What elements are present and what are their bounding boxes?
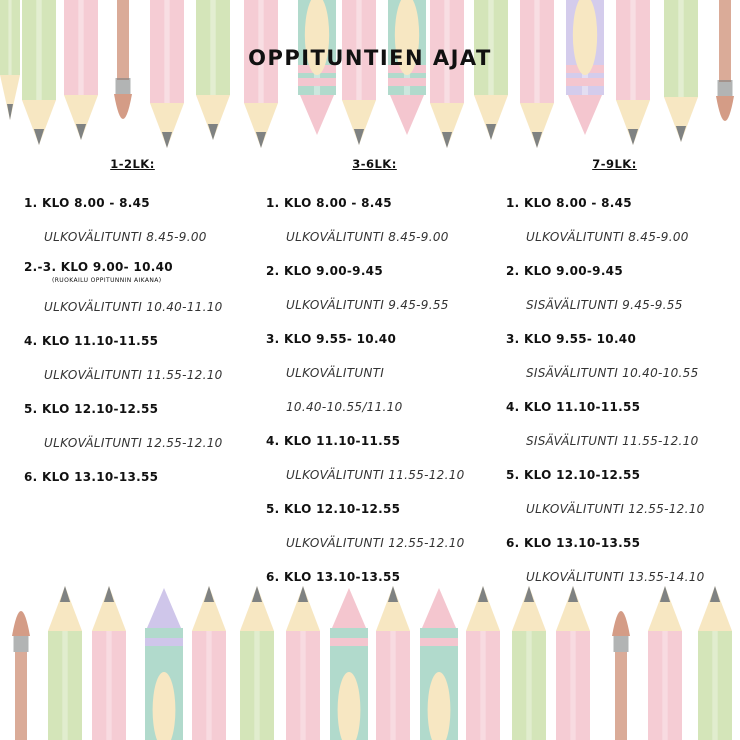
lesson-time: [20, 392, 255, 426]
column-heading: 3-6LK:: [352, 157, 397, 171]
lesson-time: [262, 322, 497, 356]
lesson-label: 6. KLO 13.10-13.55: [266, 570, 401, 584]
lesson-time: [262, 424, 497, 458]
lesson-time: [262, 186, 497, 220]
lesson-time: [262, 492, 497, 526]
lesson-label: 5. KLO 12.10-12.55: [24, 402, 159, 416]
break-label: ULKOVÄLITUNTI 8.45-9.00: [526, 230, 689, 244]
pencil-icon: [616, 0, 650, 145]
pencil-icon: [240, 586, 274, 740]
pencil-icon: [664, 0, 698, 142]
break-time: [262, 220, 497, 254]
break-time: [262, 526, 497, 560]
pencil-icon: [512, 586, 546, 740]
pencil-icon: [48, 586, 82, 740]
page-title: OPPITUNTIEN AJAT: [248, 46, 492, 70]
lesson-label: 4. KLO 11.10-11.55: [24, 334, 159, 348]
break-time: [20, 290, 255, 324]
pencil-icon: [286, 586, 320, 740]
break-time: [262, 458, 497, 492]
break-time: [502, 288, 737, 322]
break-label: ULKOVÄLITUNTI 13.55-14.10: [526, 570, 705, 584]
break-label: ULKOVÄLITUNTI 9.45-9.55: [286, 298, 449, 312]
break-time: [262, 288, 497, 322]
pencil-icon: [520, 0, 554, 148]
lesson-label: 1. KLO 8.00 - 8.45: [24, 196, 150, 210]
lesson-time: [502, 458, 737, 492]
pencil-icon: [22, 0, 56, 145]
crayon-icon: [330, 588, 368, 740]
pencil-icon: [150, 0, 184, 148]
pencils-top-border: [0, 0, 740, 150]
pencil-icon: [376, 586, 410, 740]
break-time: [20, 358, 255, 392]
lesson-time: [502, 390, 737, 424]
break-time: [502, 560, 737, 594]
break-label: ULKOVÄLITUNTI 12.55-12.10: [286, 536, 465, 550]
lesson-time: [20, 254, 255, 290]
lesson-note: (RUOKAILU OPPITUNNIN AIKANA): [52, 277, 162, 284]
lesson-time: [20, 186, 255, 220]
column-1-2lk: [20, 157, 255, 494]
break-time: [502, 220, 737, 254]
lesson-label: 6. KLO 13.10-13.55: [24, 470, 159, 484]
lesson-label: 5. KLO 12.10-12.55: [266, 502, 401, 516]
lesson-label: 6. KLO 13.10-13.55: [506, 536, 641, 550]
lesson-label: 4. KLO 11.10-11.55: [266, 434, 401, 448]
pencil-icon: [64, 0, 98, 140]
lesson-label: 3. KLO 9.55- 10.40: [506, 332, 637, 346]
lesson-time: [502, 322, 737, 356]
break-time: [262, 390, 497, 424]
break-time: [502, 356, 737, 390]
column-heading: 7-9LK:: [592, 157, 637, 171]
break-time: [502, 424, 737, 458]
pencil-icon: [244, 0, 278, 148]
lesson-label: 5. KLO 12.10-12.55: [506, 468, 641, 482]
lesson-time: [502, 186, 737, 220]
lesson-time: [502, 254, 737, 288]
break-label: ULKOVÄLITUNTI 10.40-11.10: [44, 300, 223, 314]
break-time: [262, 356, 497, 390]
lesson-time: [20, 460, 255, 494]
brush-icon: [612, 611, 630, 740]
crayon-icon: [420, 588, 458, 740]
lesson-label: 1. KLO 8.00 - 8.45: [506, 196, 632, 210]
pencil-icon: [556, 586, 590, 740]
break-label: SISÄVÄLITUNTI 10.40-10.55: [526, 366, 699, 380]
crayon-icon: [145, 588, 183, 740]
break-label: ULKOVÄLITUNTI 8.45-9.00: [286, 230, 449, 244]
break-label: ULKOVÄLITUNTI 12.55-12.10: [44, 436, 223, 450]
pencil-icon: [466, 586, 500, 740]
lesson-label: 1. KLO 8.00 - 8.45: [266, 196, 392, 210]
lesson-time: [502, 526, 737, 560]
pencil-icon: [430, 0, 464, 148]
break-time: [20, 426, 255, 460]
lesson-time: [20, 324, 255, 358]
pencil-icon: [192, 586, 226, 740]
break-time: [20, 220, 255, 254]
lesson-label: 2. KLO 9.00-9.45: [266, 264, 383, 278]
pencils-bottom-border: [0, 580, 740, 740]
lesson-label: 4. KLO 11.10-11.55: [506, 400, 641, 414]
break-label: SISÄVÄLITUNTI 9.45-9.55: [526, 298, 683, 312]
column-7-9lk: [502, 157, 737, 594]
break-label: ULKOVÄLITUNTI 11.55-12.10: [44, 368, 223, 382]
lesson-time: [262, 560, 497, 594]
break-label: ULKOVÄLITUNTI 11.55-12.10: [286, 468, 465, 482]
pencil-icon: [92, 586, 126, 740]
break-label: ULKOVÄLITUNTI 8.45-9.00: [44, 230, 207, 244]
break-label: 10.40-10.55/11.10: [286, 400, 403, 414]
pencil-icon: [648, 586, 682, 740]
column-3-6lk: [262, 157, 497, 594]
pencil-icon: [196, 0, 230, 140]
lesson-label: 3. KLO 9.55- 10.40: [266, 332, 397, 346]
break-label: ULKOVÄLITUNTI: [286, 366, 385, 380]
column-heading: 1-2LK:: [110, 157, 155, 171]
pencil-icon: [698, 586, 732, 740]
break-label: ULKOVÄLITUNTI 12.55-12.10: [526, 502, 705, 516]
pencil-icon: [342, 0, 376, 145]
brush-icon: [12, 611, 30, 740]
pencil-icon: [474, 0, 508, 140]
lesson-label: 2. KLO 9.00-9.45: [506, 264, 623, 278]
lesson-label: 2.-3. KLO 9.00- 10.40: [24, 260, 173, 274]
break-label: SISÄVÄLITUNTI 11.55-12.10: [526, 434, 699, 448]
lesson-time: [262, 254, 497, 288]
break-time: [502, 492, 737, 526]
